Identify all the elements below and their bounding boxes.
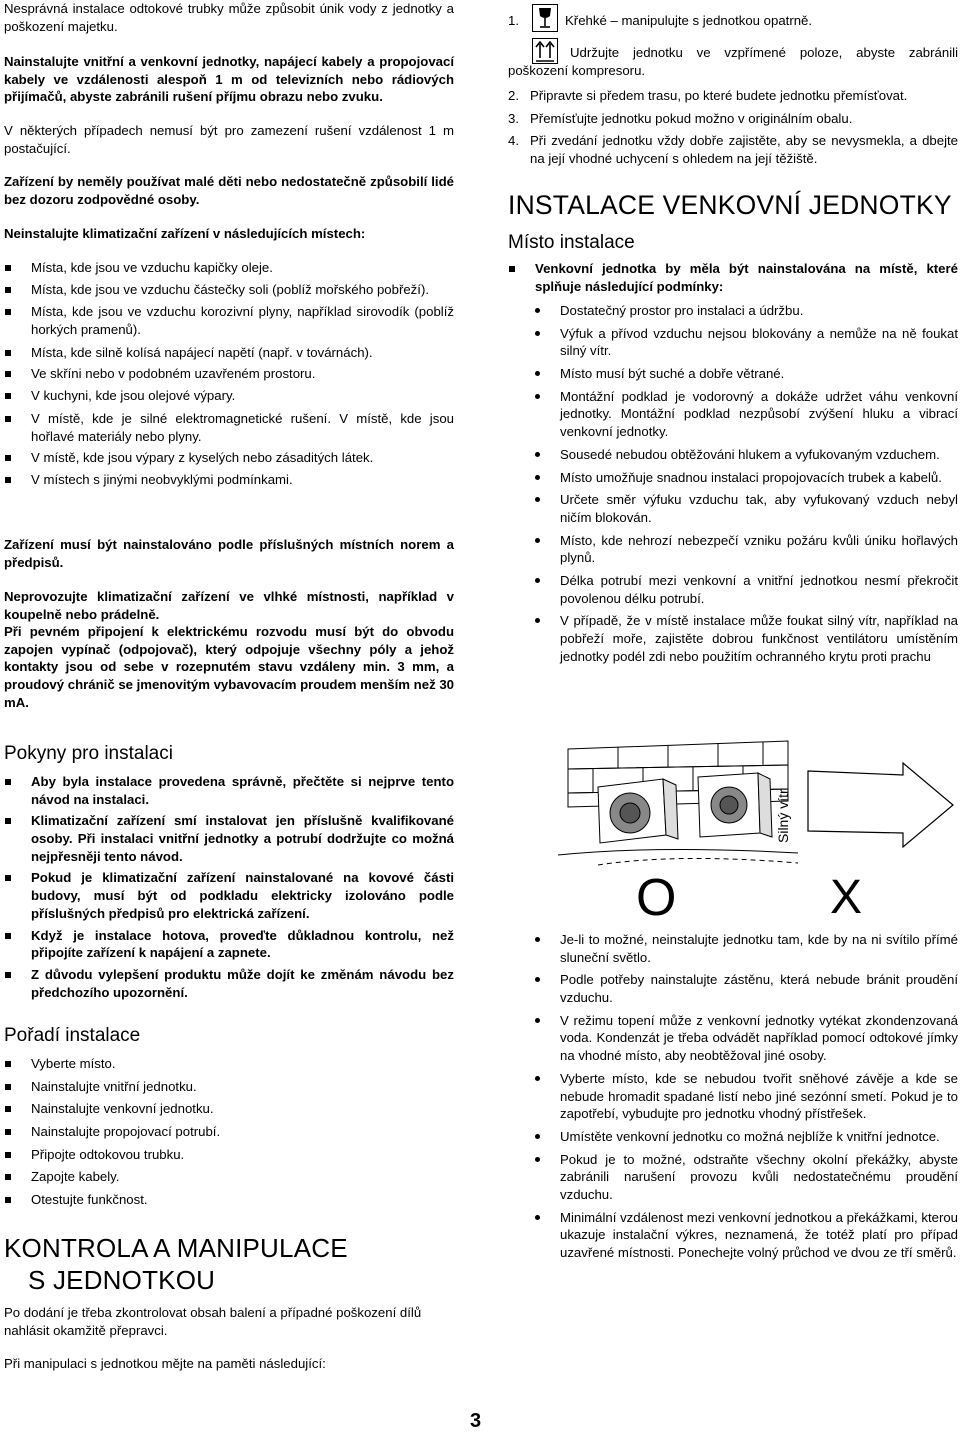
- list-item: Minimální vzdálenost mezi venkovní jednotkou a překážkami, kterou ukazuje instalační výkres, neznamená, že totéž platí pro případ uzavřené místnosti. Ponechejte volný průchod ve dvou ze tří směrů.: [508, 1209, 958, 1262]
- list-item: Místa, kde jsou ve vzduchu kapičky oleje.: [4, 259, 454, 277]
- list-item: Montážní podklad je vodorovný a dokáže udržet váhu venkovní jednotky. Montážní podklad nezpůsobí zvýšení hluku a vibrací venkovní jednotky.: [508, 388, 958, 441]
- list-item: Je-li to možné, neinstalujte jednotku tam, kde by na ni svítilo přímé sluneční světlo.: [508, 931, 958, 966]
- list-item: Místo umožňuje snadnou instalaci propojovacích trubek a kabelů.: [508, 469, 958, 487]
- list-item: Pokud je to možné, odstraňte všechny okolní překážky, abyste zabránili narušení provozu kvůli nedostatečnému proudění vzduchu.: [508, 1151, 958, 1204]
- correct-mark: O: [636, 869, 677, 925]
- handling-text: Křehké – manipulujte s jednotkou opatrně.: [565, 13, 813, 28]
- list-item: V kuchyni, kde jsou olejové výpary.: [4, 387, 454, 405]
- list-item: Z důvodu vylepšení produktu může dojít ke změnám návodu bez předchozího upozornění.: [4, 966, 454, 1001]
- places-title: Neinstalujte klimatizační zařízení v následujících místech:: [4, 226, 366, 241]
- conditions-title-list: [508, 260, 958, 295]
- instalace-heading: INSTALACE VENKOVNÍ JEDNOTKY: [508, 190, 952, 220]
- list-item: V místě, kde je silné elektromagnetické rušení. V místě, kde jsou hořlavé materiály nebo plyny.: [4, 410, 454, 445]
- norms-paragraph: Zařízení musí být nainstalováno podle příslušných místních norem a předpisů.: [4, 537, 454, 570]
- list-item: Klimatizační zařízení smí instalovat jen příslušně kvalifikované osoby. Při instalaci vnitřní jednotky a potrubí dodržujte co možná nejpřesněji tento návod.: [4, 812, 454, 865]
- handling-text: Udržujte jednotku ve vzpřímené poloze, abyste zabránili poškození kompresoru.: [508, 45, 958, 78]
- list-item: Aby byla instalace provedena správně, přečtěte si nejprve tento návod na instalaci.: [4, 773, 454, 808]
- list-item: Připojte odtokovou trubku.: [4, 1146, 454, 1164]
- handling-intro-paragraph: Při manipulaci s jednotkou mějte na paměti následující:: [4, 1356, 326, 1371]
- list-item: Délka potrubí mezi venkovní a vnitřní jednotkou nesmí překročit povolenou délku potrubí.: [508, 572, 958, 607]
- list-item: V režimu topení může z venkovní jednotky vytékat zkondenzovaná voda. Kondenzát je třeba odvádět například pomocí odtokové jímky na vhodné místo, aby neobtěžoval jiné osoby.: [508, 1012, 958, 1065]
- list-item: 2. Připravte si předem trasu, po které budete jednotku přemísťovat.: [508, 88, 908, 103]
- children-warning-paragraph: Zařízení by neměly používat malé děti nebo nedostatečně způsobilí lidé bez dozoru zodpovědné osoby.: [4, 174, 454, 207]
- list-item: V místech s jinými neobvyklými podmínkami.: [4, 471, 454, 489]
- wind-illustration-graphic: [558, 735, 958, 925]
- list-item: Nainstalujte propojovací potrubí.: [4, 1123, 454, 1141]
- wind-label: Silný vítr: [775, 789, 791, 843]
- list-item: 4. Při zvedání jednotku vždy dobře zajistěte, aby se nevysmekla, a dbejte na její vhodné uchycení s ohledem na její těžiště.: [508, 133, 958, 167]
- list-item: Pokud je klimatizační zařízení nainstalované na kovové části budovy, musí být od podkladu elektricky izolováno podle příslušných předpisů pro elektrická zařízení.: [4, 869, 454, 922]
- wind-illustration: [558, 735, 958, 925]
- tv-distance-paragraph: Nainstalujte vnitřní a venkovní jednotky, napájecí kabely a propojovací kabely ve vzdálenosti alespoň 1 m od televizních nebo rádiových přijímačů, abyste zabránili rušení příjmu obrazu nebo zvuku.: [4, 54, 454, 105]
- list-item: V místě, kde jsou výpary z kyselých nebo zásaditých látek.: [4, 449, 454, 467]
- list-item: Umístěte venkovní jednotku co možná nejblíže k vnitřní jednotce.: [508, 1128, 958, 1146]
- list-item: 3. Přemísťujte jednotku pokud možno v originálním obalu.: [508, 110, 853, 126]
- list-item: Když je instalace hotova, proveďte důkladnou kontrolu, než připojíte zařízení k napájení a zapnete.: [4, 927, 454, 962]
- list-item: Místa, kde jsou ve vzduchu korozivní plyny, například sirovodík (poblíž horkých pramenů).: [4, 303, 454, 338]
- list-item: V případě, že v místě instalace může foukat silný vítr, například na pobřeží moře, zajistěte dobrou funkčnost ventilátoru umístěním jednotky podél zdi nebo použitím ochranného krytu proti prachu: [508, 612, 958, 665]
- page-number: 3: [470, 1410, 482, 1432]
- fixed-connection-paragraph: Při pevném připojení k elektrickému rozvodu musí být do obvodu zapojen vypínač (odpojovač), který odpojuje všechny póly a jehož kontakty jsou od sebe v rozepnutém stavu vzdáleny min. 3 mm, a proudový chránič se jmenovitým vybavovacím proudem menším než 30 mA.: [4, 624, 454, 710]
- list-item: Otestujte funkčnost.: [4, 1191, 454, 1209]
- list-item: Určete směr výfuku vzduchu tak, aby vyfukovaný vzduch nebyl ničím blokován.: [508, 491, 958, 526]
- list-item: Nainstalujte vnitřní jednotku.: [4, 1078, 454, 1096]
- fragile-glass-icon: [532, 4, 558, 32]
- list-item: Místo, kde nehrozí nebezpečí vzniku požáru kvůli úniku hořlavých plynů.: [508, 532, 958, 567]
- list-item: Místa, kde jsou ve vzduchu částečky soli (poblíž mořského pobřeží).: [4, 281, 454, 299]
- delivery-paragraph: Po dodání je třeba zkontrolovat obsah balení a případné poškození dílů nahlásit okamžitě přepravci.: [4, 1305, 422, 1338]
- handling-list: [508, 87, 958, 168]
- pokyny-heading: Pokyny pro instalaci: [4, 743, 173, 764]
- more-conditions-list: [508, 931, 958, 1262]
- forbidden-places-list: [4, 259, 454, 489]
- poradi-list: [4, 1055, 454, 1209]
- intro-paragraph: Nesprávná instalace odtokové trubky může způsobit únik vody z jednotky a poškození majetku.: [4, 1, 454, 34]
- unit-wrong: [698, 773, 772, 837]
- conditions-list: [508, 302, 958, 665]
- list-item: Výfuk a přívod vzduchu nejsou blokovány a nemůže na ně foukat silný vítr.: [508, 325, 958, 360]
- list-item: Zapojte kabely.: [4, 1168, 454, 1186]
- list-item: Venkovní jednotka by měla být nainstalována na místě, které splňuje následující podmínky:: [508, 260, 958, 295]
- pokyny-list: [4, 773, 454, 1001]
- kontrola-heading-line2: S JEDNOTKOU: [28, 1265, 216, 1295]
- wrong-mark: X: [830, 871, 863, 924]
- list-item: Dostatečný prostor pro instalaci a údržbu.: [508, 302, 958, 320]
- distance-note-paragraph: V některých případech nemusí být pro zamezení rušení vzdálenost 1 m postačující.: [4, 123, 454, 156]
- misto-heading: Místo instalace: [508, 232, 635, 253]
- list-item: Místa, kde silně kolísá napájecí napětí (např. v továrnách).: [4, 344, 454, 362]
- list-item: Vyberte místo, kde se nebudou tvořit sněhové závěje a kde se nebude hromadit spadané listí nebo jiné sezónní smetí. Pokud je to zapotřebí, vybudujte pro jednotku vhodný přístřešek.: [508, 1070, 958, 1123]
- unit-correct: [598, 779, 678, 843]
- handling-number: 1.: [508, 13, 519, 28]
- list-item: Ve skříni nebo v podobném uzavřeném prostoru.: [4, 365, 454, 383]
- kontrola-heading-line1: KONTROLA A MANIPULACE: [4, 1233, 348, 1263]
- poradi-heading: Pořadí instalace: [4, 1025, 141, 1046]
- list-item: Sousedé nebudou obtěžováni hlukem a vyfukovaným vzduchem.: [508, 446, 958, 464]
- list-item: Podle potřeby nainstalujte zástěnu, která nebude bránit proudění vzduchu.: [508, 971, 958, 1006]
- list-item: Nainstalujte venkovní jednotku.: [4, 1100, 454, 1118]
- list-item: Místo musí být suché a dobře větrané.: [508, 365, 958, 383]
- humid-room-paragraph: Neprovozujte klimatizační zařízení ve vlhké místnosti, například v koupelně nebo prádelně.: [4, 589, 454, 622]
- list-item: Vyberte místo.: [4, 1055, 454, 1073]
